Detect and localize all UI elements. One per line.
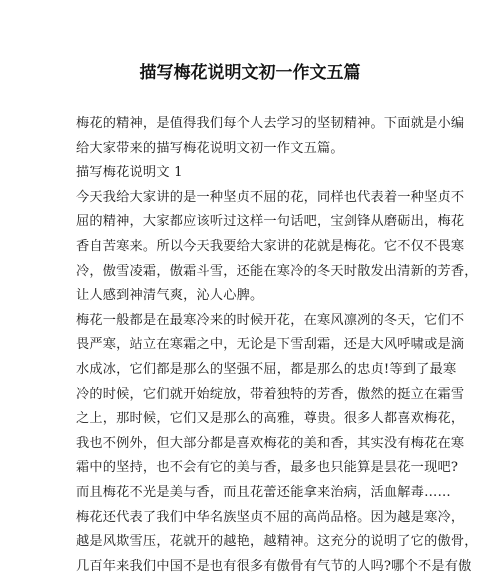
text-line: 越是风欺雪压，花就开的越艳，越精神。这充分的说明了它的傲骨， <box>76 534 478 550</box>
text-line: 屈的精神，大家都应该听过这样一句话吧，宝剑锋从磨砺出，梅花 <box>76 214 465 230</box>
section-heading: 描写梅花说明文 1 <box>76 165 183 181</box>
text-line: 梅花的精神，是值得我们每个人去学习的坚韧精神。下面就是小编 <box>76 116 465 131</box>
document-title: 描写梅花说明文初一作文五篇 <box>139 63 361 83</box>
text-line: 今天我给大家讲的是一种坚贞不屈的花，同样也代表着一种坚贞不 <box>76 189 465 205</box>
text-line: 水成冰，它们都是那么的坚强不屈，都是那么的忠贞!等到了最寒 <box>76 361 457 377</box>
text-line: 冷的时候，它们就开始绽放，带着独特的芳香，傲然的挺立在霜雪 <box>76 386 465 402</box>
text-line: 之上，那时候，它们又是那么的高雅，尊贵。很多人都喜欢梅花， <box>76 411 465 427</box>
text-line: 几百年来我们中国不是也有很多有傲骨有气节的人吗?哪个不是有傲 <box>76 558 472 574</box>
text-line: 让人感到神清气爽，沁人心脾。 <box>76 288 264 304</box>
text-line: 而且梅花不光是美与香，而且花蕾还能拿来治病，活血解毒…… <box>76 484 451 500</box>
text-line: 梅花还代表了我们中华名族坚贞不屈的高尚品格。因为越是寒冷， <box>76 509 465 525</box>
text-line: 梅花一般都是在最寒冷来的时候开花，在寒风凛冽的冬天，它们不 <box>76 312 465 328</box>
text-line: 霜中的坚持，也不会有它的美与香，最多也只能算是昙花一现吧? <box>76 460 459 476</box>
text-line: 我也不例外，但大部分都是喜欢梅花的美和香，其实没有梅花在寒 <box>76 435 465 451</box>
text-line: 香自苦寒来。所以今天我要给大家讲的花就是梅花。它不仅不畏寒 <box>76 238 465 254</box>
text-line: 畏严寒，站立在寒霜之中，无论是下雪刮霜，还是大风呼啸或是滴 <box>76 337 465 353</box>
text-line: 冷，傲雪凌霜，傲霜斗雪，还能在寒冷的冬天时散发出清新的芳香， <box>76 263 478 279</box>
document-body <box>76 112 478 579</box>
text-line: 给大家带来的描写梅花说明文初一作文五篇。 <box>76 140 344 156</box>
